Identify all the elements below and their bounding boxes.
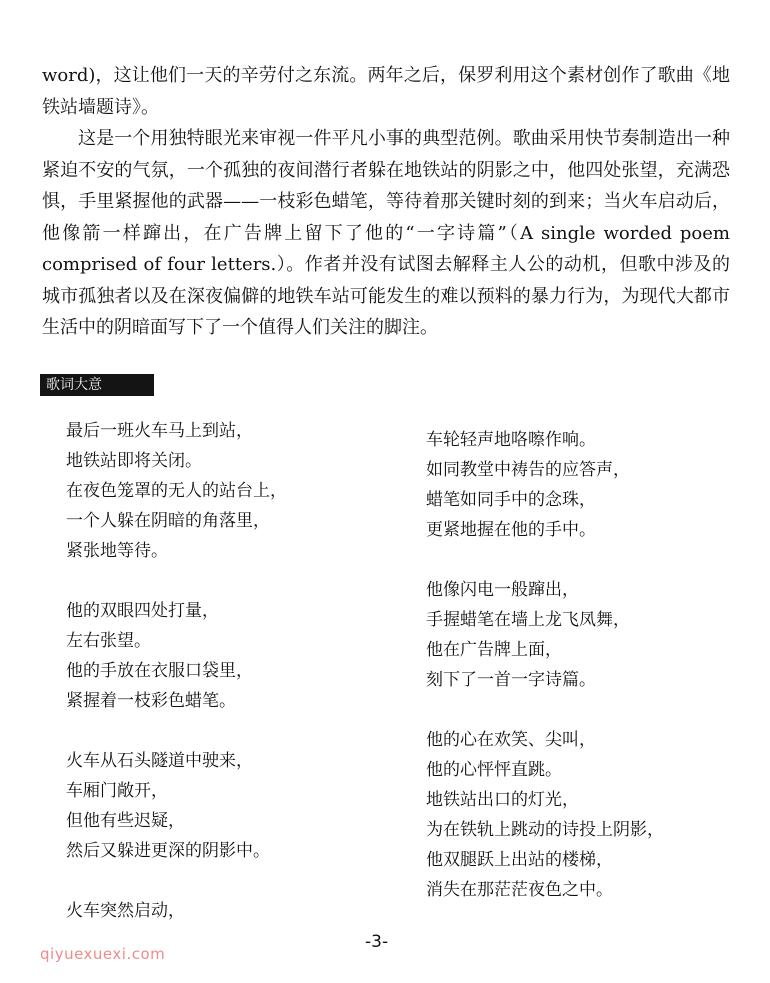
lyric-line: 他双腿跃上出站的楼梯， bbox=[426, 850, 613, 870]
lyric-line: 紧握着一枝彩色蜡笔。 bbox=[66, 691, 236, 711]
lyric-line: 他的双眼四处打量， bbox=[66, 601, 219, 621]
lyric-line: 但他有些迟疑， bbox=[66, 811, 185, 831]
intro-paragraph-1: word)，这让他们一天的辛劳付之东流。两年之后，保罗利用这个素材创作了歌曲《地铁站墙题诗》。 bbox=[42, 65, 730, 118]
lyric-line: 刻下了一首一字诗篇。 bbox=[426, 670, 596, 690]
lyric-stanza bbox=[66, 896, 366, 926]
page-number: -3- bbox=[365, 932, 389, 952]
lyric-stanza bbox=[66, 596, 366, 716]
lyric-line: 如同教堂中祷告的应答声， bbox=[426, 460, 630, 480]
lyric-line: 火车突然启动， bbox=[66, 901, 185, 921]
lyric-line: 左右张望。 bbox=[66, 631, 151, 651]
lyric-line: 他在广告牌上面， bbox=[426, 640, 562, 660]
lyric-line: 手握蜡笔在墙上龙飞凤舞， bbox=[426, 610, 630, 630]
section-label-lyrics-meaning: 歌词大意 bbox=[40, 374, 154, 396]
intro-paragraph-2: 这是一个用独特眼光来审视一件平凡小事的典型范例。歌曲采用快节奏制造出一种紧迫不安的气氛，一个孤独的夜间潜行者躲在地铁站的阴影之中，他四处张望，充满恐惧，手里紧握他的武器——一枝彩色蜡笔，等待着那关键时刻的到来；当火车启动后，他像箭一样蹿出，在广告牌上留下了他的“一字诗篇”（A single worded poem comprised of four letters.）。作者并没有试图去解释主人公的动机，但歌中涉及的城市孤独者以及在深夜偏僻的地铁车站可能发生的难以预料的暴力行为，为现代大都市生活中的阴暗面写下了一个值得人们关注的脚注。 bbox=[42, 128, 730, 338]
lyric-line: 他的心在欢笑、尖叫， bbox=[426, 730, 596, 750]
lyric-line: 火车从石头隧道中驶来， bbox=[66, 751, 253, 771]
lyric-stanza bbox=[66, 416, 366, 566]
lyric-line: 一个人躲在阴暗的角落里， bbox=[66, 511, 270, 531]
lyric-stanza bbox=[66, 746, 366, 866]
lyric-line: 地铁站即将关闭。 bbox=[66, 451, 202, 471]
lyric-line: 蜡笔如同手中的念珠， bbox=[426, 490, 596, 510]
intro-text bbox=[42, 60, 730, 344]
lyric-line: 他像闪电一般蹿出， bbox=[426, 580, 579, 600]
lyric-line: 最后一班火车马上到站， bbox=[66, 421, 253, 441]
lyrics-left-column bbox=[66, 416, 366, 926]
lyric-line: 消失在那茫茫夜色之中。 bbox=[426, 880, 613, 900]
lyric-line: 车轮轻声地咯嚓作响。 bbox=[426, 430, 596, 450]
lyric-line: 他的手放在衣服口袋里， bbox=[66, 661, 253, 681]
lyric-stanza bbox=[426, 425, 736, 545]
lyric-line: 车厢门敞开， bbox=[66, 781, 168, 801]
lyrics-right-column bbox=[426, 425, 736, 905]
lyric-stanza bbox=[426, 725, 736, 905]
lyric-line: 更紧地握在他的手中。 bbox=[426, 520, 596, 540]
lyric-line: 为在铁轨上跳动的诗投上阴影， bbox=[426, 820, 664, 840]
lyric-line: 紧张地等待。 bbox=[66, 541, 168, 561]
lyric-line: 他的心怦怦直跳。 bbox=[426, 760, 562, 780]
lyric-line: 在夜色笼罩的无人的站台上， bbox=[66, 481, 287, 501]
lyric-line: 然后又躲进更深的阴影中。 bbox=[66, 841, 270, 861]
lyric-line: 地铁站出口的灯光， bbox=[426, 790, 579, 810]
lyric-stanza bbox=[426, 575, 736, 695]
watermark: qiyuexuexi.com bbox=[40, 945, 166, 963]
